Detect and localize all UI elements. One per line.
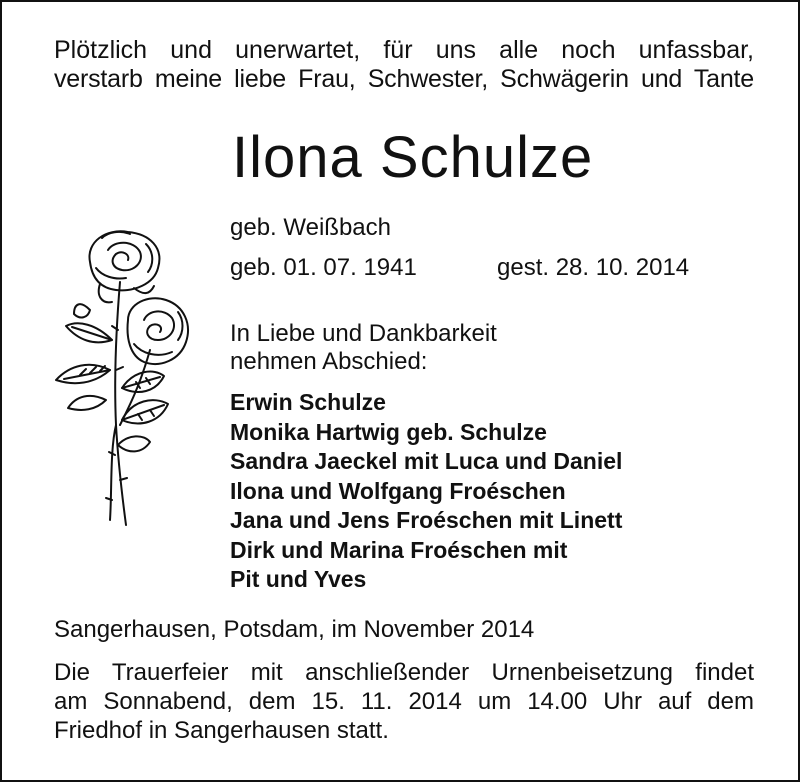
- intro-line-2: verstarb meine liebe Frau, Schwester, Schwägerin und Tante: [54, 65, 754, 93]
- mourner-name: Pit und Yves: [230, 566, 367, 592]
- mourner-name: Dirk und Marina Froéschen mit: [230, 536, 568, 563]
- farewell-line-2: nehmen Abschied:: [230, 348, 428, 375]
- deceased-name: Ilona Schulze: [232, 125, 594, 190]
- ceremony-info: [54, 658, 754, 745]
- death-date: gest. 28. 10. 2014: [497, 254, 690, 281]
- maiden-name: geb. Weißbach: [230, 214, 391, 241]
- rose-illustration: [50, 220, 200, 538]
- mourner-name: Erwin Schulze: [230, 389, 386, 415]
- ceremony-line-2: am Sonnabend, dem 15. 11. 2014 um 14.00 Uhr auf dem: [54, 688, 754, 715]
- intro-text: [54, 36, 754, 94]
- ceremony-line-3: Friedhof in Sangerhausen statt.: [54, 717, 389, 744]
- birth-date: geb. 01. 07. 1941: [230, 254, 417, 281]
- mourner-name: Monika Hartwig geb. Schulze: [230, 418, 547, 445]
- mourner-name: Sandra Jaeckel mit Luca und Daniel: [230, 448, 623, 474]
- farewell-text: [230, 320, 497, 376]
- intro-line-1: Plötzlich und unerwartet, für uns alle noch unfassbar,: [54, 36, 754, 64]
- mourner-name: Ilona und Wolfgang Froéschen: [230, 477, 566, 504]
- ceremony-line-1: Die Trauerfeier mit anschließender Urnenbeisetzung findet: [54, 659, 754, 686]
- mourners-list: [230, 388, 622, 595]
- place-date: Sangerhausen, Potsdam, im November 2014: [54, 616, 535, 643]
- farewell-line-1: In Liebe und Dankbarkeit: [230, 320, 497, 347]
- mourner-name: Jana und Jens Froéschen mit Linett: [230, 507, 623, 533]
